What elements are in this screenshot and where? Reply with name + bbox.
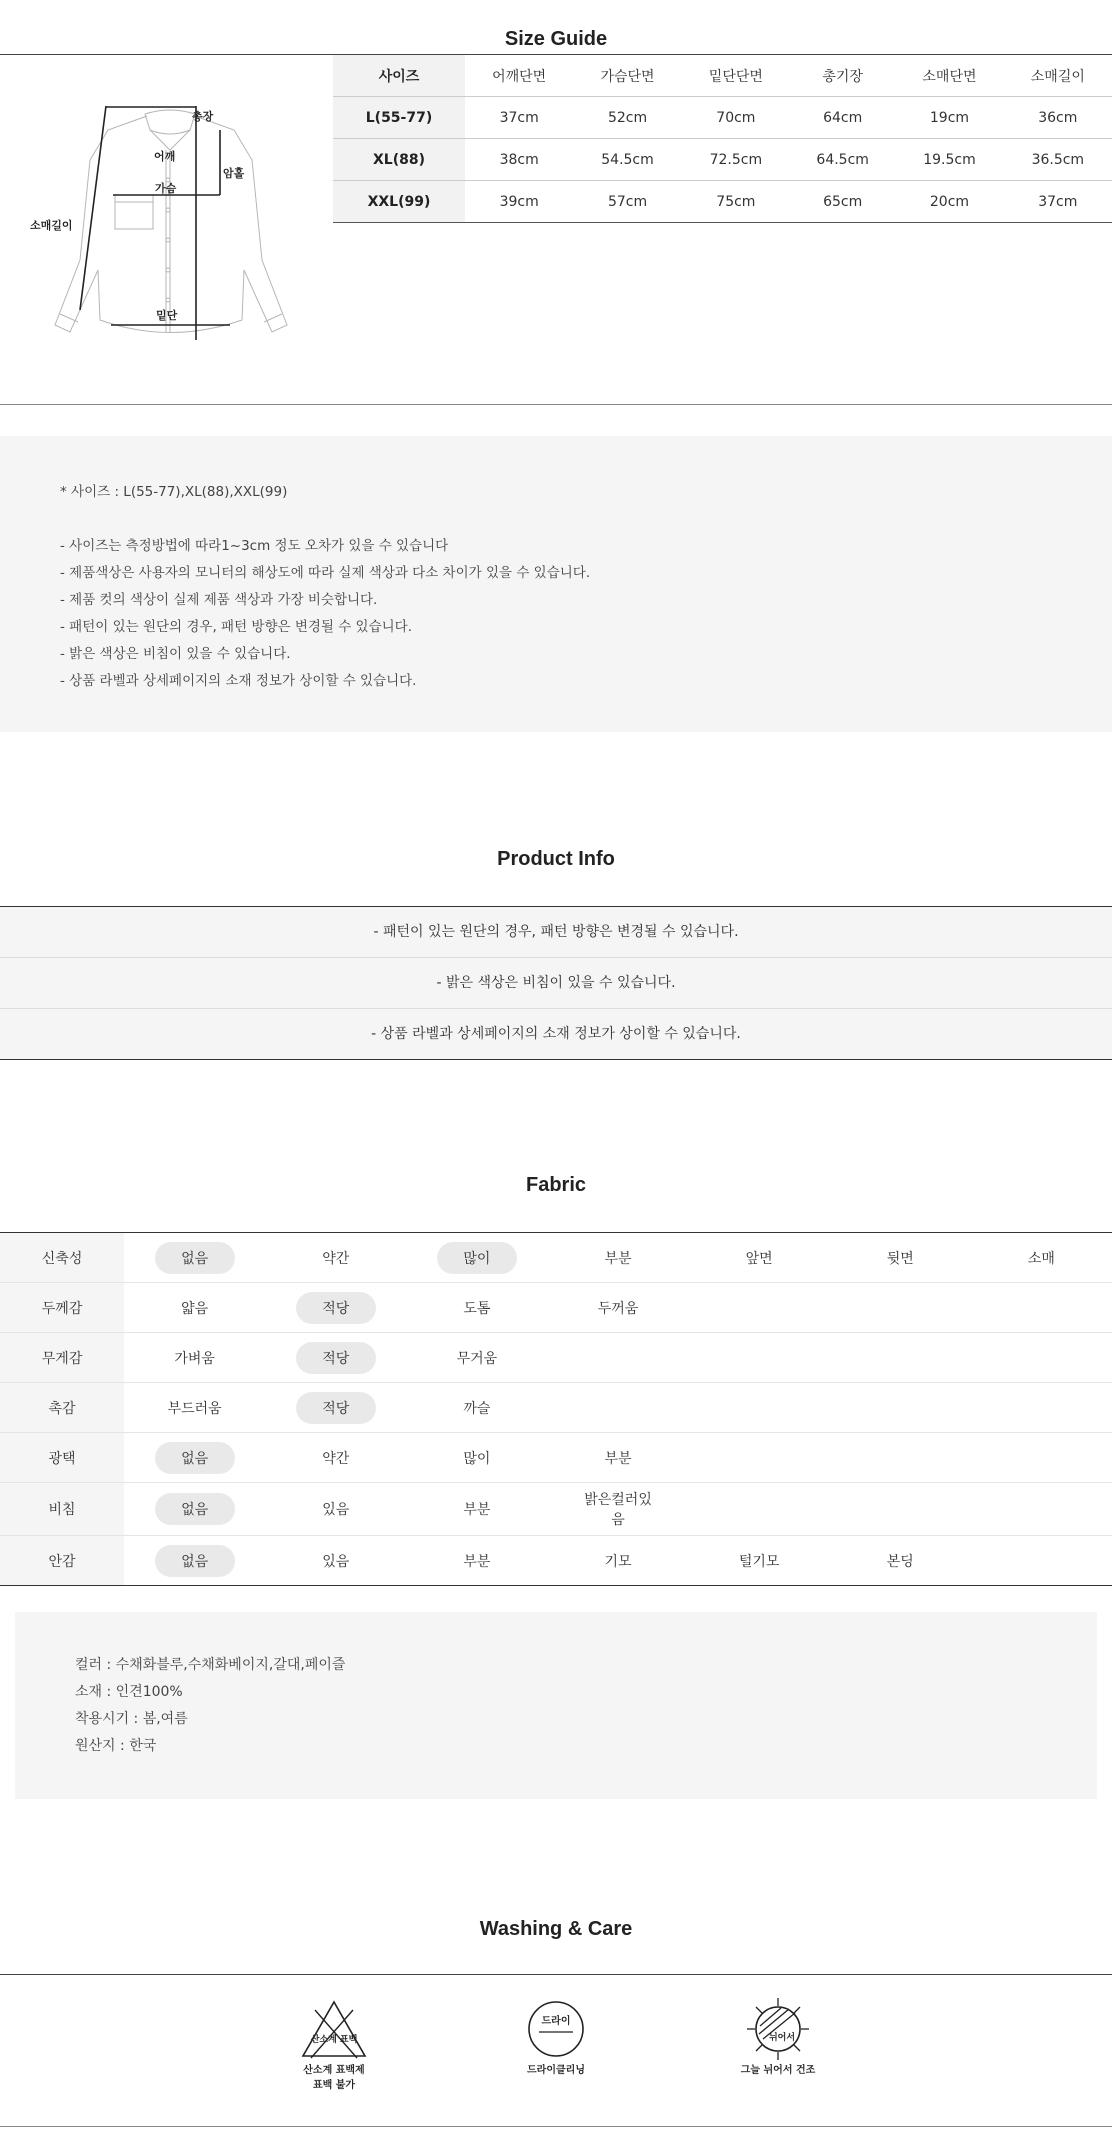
- care-caption: 표백 불가: [312, 2080, 356, 2091]
- no-bleach-icon: [299, 1996, 369, 2062]
- fabric-option: 약간: [322, 1450, 350, 1467]
- fabric-option-selected: 없음: [155, 1493, 235, 1525]
- fabric-option: 부드러움: [167, 1400, 222, 1417]
- no-bleach-icon-text: 산소계 표백: [310, 2035, 358, 2045]
- note-item: - 패턴이 있는 원단의 경우, 패턴 방향은 변경될 수 있습니다.: [60, 619, 413, 635]
- fabric-option-cell: [830, 1233, 971, 1283]
- size-cell: 70cm: [682, 97, 790, 139]
- fabric-option-cell: [406, 1333, 547, 1383]
- shoulder-label: 어깨: [154, 150, 176, 163]
- size-header-cell: 소매길이: [1004, 55, 1112, 97]
- fabric-option-cell: [689, 1333, 830, 1383]
- spec-season: 착용시기 : 봄,여름: [75, 1711, 188, 1727]
- size-cell: 19cm: [895, 97, 1003, 139]
- size-header-cell: 어깨단면: [465, 55, 573, 97]
- fabric-option-cell: [547, 1433, 688, 1483]
- fabric-option-cell: [689, 1433, 830, 1483]
- size-cell: 20cm: [895, 181, 1003, 223]
- fabric-row: [0, 1483, 1112, 1536]
- shirt-measure-diagram: [20, 100, 290, 360]
- sleeve-length-label: 소매길이: [30, 219, 73, 232]
- fabric-table: [0, 1232, 1112, 1586]
- fabric-option: 소매: [1027, 1250, 1055, 1267]
- fabric-option: 앞면: [745, 1250, 773, 1267]
- fabric-option-cell: [547, 1536, 688, 1586]
- spec-color: 컬러 : 수채화블루,수채화베이지,갈대,페이즐: [75, 1657, 346, 1673]
- size-cell: 64cm: [790, 97, 895, 139]
- fabric-option-cell: [830, 1333, 971, 1383]
- size-cell: 38cm: [465, 139, 573, 181]
- fabric-option-cell: [124, 1333, 265, 1383]
- info-item: - 상품 라벨과 상세페이지의 소재 정보가 상이할 수 있습니다.: [371, 1026, 741, 1042]
- fabric-option-cell: [830, 1283, 971, 1333]
- size-header-cell: 사이즈: [333, 55, 465, 97]
- note-item: - 제품색상은 사용자의 모니터의 해상도에 따라 실제 색상과 다소 차이가 있을 수 있습니다.: [60, 565, 591, 581]
- size-table: [333, 55, 1112, 223]
- size-cell: 54.5cm: [573, 139, 681, 181]
- fabric-option-cell: [124, 1536, 265, 1586]
- fabric-option: 털기모: [738, 1553, 780, 1570]
- fabric-option-selected: 없음: [155, 1442, 235, 1474]
- size-cell: 37cm: [1004, 181, 1112, 223]
- fabric-row: [0, 1383, 1112, 1433]
- notes-box: [0, 436, 1112, 732]
- fabric-option-cell: [971, 1536, 1112, 1586]
- divider: [0, 1974, 1112, 1975]
- size-table-row: [333, 181, 1112, 223]
- fabric-option: 밝은컬러있음: [584, 1492, 652, 1528]
- fabric-option-cell: [547, 1233, 688, 1283]
- fabric-row-label: 안감: [0, 1536, 124, 1586]
- care-caption: 산소계 표백제: [303, 2065, 365, 2076]
- size-cell: 57cm: [573, 181, 681, 223]
- fabric-row-label: 비침: [0, 1483, 124, 1536]
- fabric-option: 뒷면: [886, 1250, 914, 1267]
- size-cell: 36cm: [1004, 97, 1112, 139]
- fabric-option-cell: [547, 1383, 688, 1433]
- fabric-option-cell: [689, 1536, 830, 1586]
- fabric-option: 무거움: [456, 1350, 498, 1367]
- fabric-option-cell: [124, 1283, 265, 1333]
- fabric-option-cell: [406, 1483, 547, 1536]
- dry-clean-icon-text: 드라이: [541, 2016, 571, 2027]
- shade-dry-icon-text: 뉘어서: [768, 2033, 796, 2043]
- size-cell: 36.5cm: [1004, 139, 1112, 181]
- fabric-option-cell: [124, 1233, 265, 1283]
- fabric-row: [0, 1536, 1112, 1586]
- care-item-no-bleach: [274, 1996, 394, 2092]
- armhole-label: 암홀: [223, 167, 245, 180]
- size-table-header: [333, 55, 1112, 97]
- fabric-option: 있음: [322, 1502, 350, 1518]
- fabric-option-cell: [689, 1383, 830, 1433]
- hem-label: 밑단: [156, 309, 178, 322]
- fabric-option-selected: 없음: [155, 1242, 235, 1274]
- fabric-row: [0, 1333, 1112, 1383]
- product-info-title: Product Info: [497, 848, 615, 870]
- care-item-dry-clean: [496, 1996, 616, 2077]
- care-caption: 그늘 뉘어서 건조: [740, 2065, 816, 2076]
- size-header-cell: 가슴단면: [573, 55, 681, 97]
- fabric-option: 가벼움: [174, 1350, 215, 1367]
- product-info-list: [0, 906, 1112, 1060]
- size-table-row: [333, 97, 1112, 139]
- fabric-option: 많이: [463, 1450, 491, 1467]
- fabric-option: 도톰: [463, 1300, 491, 1317]
- fabric-row: [0, 1433, 1112, 1483]
- size-note: * 사이즈 : L(55-77),XL(88),XXL(99): [60, 484, 288, 500]
- fabric-option-cell: [830, 1483, 971, 1536]
- total-length-label: 총장: [192, 110, 214, 123]
- fabric-option-cell: [971, 1233, 1112, 1283]
- fabric-option-cell: [971, 1433, 1112, 1483]
- shade-dry-flat-icon: [743, 1996, 813, 2062]
- fabric-option: 부분: [604, 1450, 632, 1467]
- size-cell: XL(88): [333, 139, 465, 181]
- fabric-option: 있음: [322, 1553, 350, 1570]
- fabric-option-selected: 없음: [155, 1545, 235, 1577]
- fabric-option-cell: [124, 1483, 265, 1536]
- fabric-option: 까슬: [463, 1400, 491, 1417]
- fabric-option-cell: [689, 1233, 830, 1283]
- dry-clean-icon: [521, 1996, 591, 2062]
- size-table-row: [333, 139, 1112, 181]
- size-cell: L(55-77): [333, 97, 465, 139]
- fabric-option-cell: [265, 1233, 406, 1283]
- divider: [0, 2126, 1112, 2127]
- size-cell: 39cm: [465, 181, 573, 223]
- fabric-option: 기모: [604, 1553, 632, 1570]
- fabric-option-selected: 적당: [296, 1342, 376, 1374]
- fabric-row: [0, 1283, 1112, 1333]
- fabric-option-selected: 적당: [296, 1392, 376, 1424]
- spec-material: 소재 : 인견100%: [75, 1684, 183, 1700]
- fabric-option-cell: [971, 1333, 1112, 1383]
- washing-care-title: Washing & Care: [479, 1918, 633, 1940]
- fabric-option-selected: 많이: [437, 1242, 517, 1274]
- fabric-option-cell: [971, 1383, 1112, 1433]
- note-item: - 사이즈는 측정방법에 따라1~3cm 정도 오차가 있을 수 있습니다: [60, 538, 449, 554]
- fabric-option-cell: [124, 1383, 265, 1433]
- fabric-option-cell: [547, 1283, 688, 1333]
- fabric-option-cell: [265, 1536, 406, 1586]
- fabric-option-cell: [265, 1383, 406, 1433]
- fabric-option-cell: [265, 1283, 406, 1333]
- size-cell: 37cm: [465, 97, 573, 139]
- chest-label: 가슴: [155, 182, 177, 195]
- note-item: - 제품 컷의 색상이 실제 제품 색상과 가장 비슷합니다.: [60, 592, 378, 608]
- fabric-option-cell: [547, 1333, 688, 1383]
- note-item: - 밝은 색상은 비침이 있을 수 있습니다.: [60, 646, 291, 662]
- fabric-option: 부분: [604, 1250, 632, 1267]
- fabric-option-cell: [406, 1383, 547, 1433]
- fabric-option: 부분: [463, 1553, 491, 1570]
- info-item: - 밝은 색상은 비침이 있을 수 있습니다.: [0, 958, 1112, 1009]
- size-guide-title: Size Guide: [504, 28, 608, 50]
- size-cell: 72.5cm: [682, 139, 790, 181]
- size-header-cell: 총기장: [790, 55, 895, 97]
- fabric-option: 부분: [463, 1502, 491, 1518]
- size-cell: 75cm: [682, 181, 790, 223]
- spec-box: [15, 1612, 1097, 1799]
- fabric-option: 두꺼움: [597, 1300, 639, 1317]
- fabric-option: 약간: [322, 1250, 350, 1267]
- fabric-option-cell: [830, 1536, 971, 1586]
- fabric-row-label: 두께감: [0, 1283, 124, 1333]
- size-cell: 52cm: [573, 97, 681, 139]
- fabric-option-cell: [124, 1433, 265, 1483]
- note-item: - 상품 라벨과 상세페이지의 소재 정보가 상이할 수 있습니다.: [60, 673, 417, 689]
- size-cell: 19.5cm: [895, 139, 1003, 181]
- care-item-shade-dry: [718, 1996, 838, 2077]
- fabric-option-cell: [265, 1483, 406, 1536]
- fabric-option-cell: [547, 1483, 688, 1536]
- fabric-option-cell: [689, 1283, 830, 1333]
- fabric-row-label: 신축성: [0, 1233, 124, 1283]
- fabric-option: 얇음: [181, 1300, 209, 1317]
- spec-origin: 원산지 : 한국: [75, 1738, 157, 1754]
- fabric-row: [0, 1233, 1112, 1283]
- size-cell: 65cm: [790, 181, 895, 223]
- fabric-option-cell: [406, 1536, 547, 1586]
- fabric-option-cell: [971, 1283, 1112, 1333]
- fabric-option-cell: [830, 1383, 971, 1433]
- care-caption: 드라이클리닝: [527, 2065, 585, 2076]
- size-header-cell: 밑단단면: [682, 55, 790, 97]
- size-cell: XXL(99): [333, 181, 465, 223]
- fabric-option: 본딩: [886, 1553, 914, 1570]
- divider: [0, 404, 1112, 405]
- fabric-option-selected: 적당: [296, 1292, 376, 1324]
- fabric-option-cell: [265, 1433, 406, 1483]
- fabric-option-cell: [406, 1233, 547, 1283]
- fabric-option-cell: [265, 1333, 406, 1383]
- fabric-option-cell: [830, 1433, 971, 1483]
- fabric-row-label: 무게감: [0, 1333, 124, 1383]
- fabric-title: Fabric: [525, 1174, 587, 1196]
- size-cell: 64.5cm: [790, 139, 895, 181]
- fabric-row-label: 촉감: [0, 1383, 124, 1433]
- fabric-option-cell: [971, 1483, 1112, 1536]
- fabric-row-label: 광택: [0, 1433, 124, 1483]
- fabric-option-cell: [689, 1483, 830, 1536]
- fabric-option-cell: [406, 1283, 547, 1333]
- info-item: - 패턴이 있는 원단의 경우, 패턴 방향은 변경될 수 있습니다.: [0, 907, 1112, 958]
- size-header-cell: 소매단면: [895, 55, 1003, 97]
- fabric-option-cell: [406, 1433, 547, 1483]
